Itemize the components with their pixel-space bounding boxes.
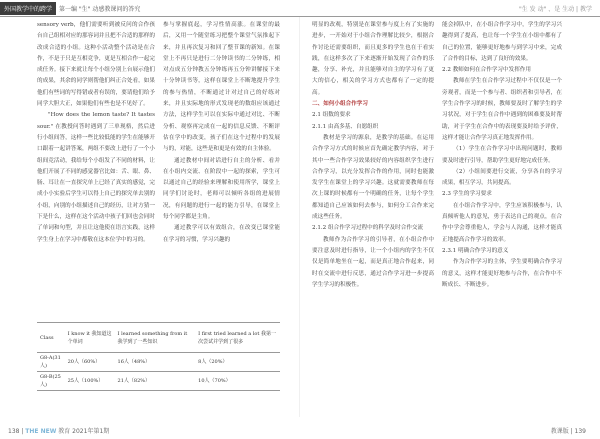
paragraph: 通过教材中间对话进行自主的分析、看并在小组内交流、在阶段中一起的探索，学生可以通过自己的经验来理解和使用所学，课堂上同学们讨论时，老师可以倾听各组的进展情况，有问题的进行一起的能力引导，在课堂上每个同学都是主角。: [163, 157, 280, 221]
page-header: [0, 0, 600, 20]
paragraph: sensory verb，他们需要听到被反问的合作孩台自己组相对应的那容词并且把不合适的那样的改成合适的小组。这种小活动整个活动是在合作，不是于只是互相竞争，更是互相合作一起完成任务。接下来就让每个小组分别上台展示他们的成果，其余的同学则帮他们纠正合处看，如果他们有些词的写得错或者有误的，要请他们给予同学大胆大正，如果他们有些也是不见好了。: [37, 22, 155, 108]
table-header-cell: I know it 我知道这个单词: [65, 323, 115, 353]
table-cell: 8人（20%）: [195, 353, 280, 372]
column-2: [163, 20, 280, 246]
paragraph: "How does the lemon taste? It tastes sour." 在教授问答时遇到了三单现格，然后进行小组间答，这样一些比较低能的学生在能够开口跟着一起讲答案，两组不要改上进行了一个小组间竞活动，我给每个小组发了不同的材料，让他们开展了不同的感觉器官比如：舌、眼、鼻、肠、耳让在一直探究单上已经了真实的感觉，完成小小实验后学生可以得上自己的探究单去别的小组，向别的小组描述自己的经历，让对方猜一下是什么，这样在这个活动中孩子们回也会同时了单词和句型，并且让这他使在语言实践，这样学生身上在学习中都敬在这本位学中的习的。: [37, 112, 155, 243]
table-header-cell: I learned something from it 我学到了一些知识: [115, 323, 196, 353]
header-right-title: "生 发 动" 、是 生动 | 教学: [519, 6, 592, 13]
subheading: 2.1.2 组合作学习过程中的科学及时合作交流: [312, 225, 424, 232]
brand-logo: THE NEW: [25, 428, 57, 435]
subheading: 2.1 组数的要求: [312, 112, 351, 119]
paragraph: 参与掌握底起，学习性情高涨。在课堂的最后，又用一个随堂练习把整个课堂气氛推起下来，并且再次复习和回了整节课的新知。在课堂上不再只是进行二分钟读书的二分钟练，相对点成五分钟教五分钟练再五分钟讲解接下来十分钟读书等，这样在课堂上不断地提升学生的参与热情，不断通过计对过自己的好练对来，并且实际地的形式发现老的数组应该通过方法，这样学生可以在实际中通过对比、不断分析、观察再完成在一起的信息反馈、不断评估在学中的改变，孩子们在这个过程中的发展与的，对能，这些是和更是有效的自主体验。: [163, 22, 280, 153]
table-cell: 16人（48%）: [115, 353, 196, 372]
table-row: [37, 353, 280, 372]
paragraph: 教材是学习的源泉，是教学的基础。在运用合作学习方式的时候应首先确定教学内容，对于其中一些合作学习效果较好的内容组织学生进行合作学习，以充分发挥合作的作用，同时也能激发学生在课堂上的学习兴趣。这就需要教师在每次上课的时候都有一个明确的任务，让每个学生都知道自己应该如何去参与，如何分工合作来完成这些任务。: [312, 134, 434, 221]
header-left: [0, 2, 140, 14]
table-cell: 10人（70%）: [195, 372, 280, 391]
section-heading: 二、如何小组合作学习: [312, 101, 368, 108]
page-number-left: 138: [8, 428, 20, 435]
paragraph: 明显的改观，特别是在课堂参与度上有了实施的进步，一开始对于小组合作理解比较少，根据合作讨论还需要组织，而且更多的学生也在于看实践，在这样多次了下来逐渐开始发现了合作的乐趣，分享、补充，并且能够对自主的学习有了更大的信心，相关的学习方式也都有了一定的提高。: [312, 22, 434, 96]
subheading: 2.3 学生的学习要求: [442, 191, 492, 198]
section-title: 第一编 "生" 动感教课问的答究: [59, 5, 141, 13]
column-1: [37, 20, 155, 246]
table-cell: 25人（100%）: [65, 372, 115, 391]
section-tag: 外国教学中的跨学: [0, 2, 56, 15]
paragraph: 能会掉队中，在小组合作学习中，学生的学习兴趣得到了提高，也让每一个学生在小组中都有了自己的位置，能够更好地参与到学习中来，完成了合作的目标，达到了良好的效果。: [442, 22, 562, 62]
table-cell: G8-B(25人): [37, 372, 65, 391]
subheading: 2.2 教师如何在合作学习中发挥作用: [442, 67, 531, 74]
subheading: 2.1.1 由高多基、自愿组织: [312, 123, 379, 130]
table-header-cell: Class: [37, 323, 65, 353]
paragraph: 在小组合作学习中，学生应该积极参与，认真倾听他人的意见，勇于表达自己的观点，在合作中学会尊重他人，学会与人沟通，这样才能真正地提高合作学习的效率。: [442, 202, 562, 243]
footer-label: 教课版: [550, 428, 569, 435]
table-cell: 21人（82%）: [115, 372, 196, 391]
paragraph: 作为合作学习的主体，学生要明确合作学习的意义，这样才能更好地参与合作，在合作中不断成长、不断进步。: [442, 259, 562, 288]
subheading: 2.3.1 明确合作学习的意义: [442, 247, 509, 254]
paragraph: （1）学生在合作学习中出现问题时，教师要及时进行引导，帮助学生更好地完成任务。: [442, 146, 562, 164]
paragraph: 教师在学生在合作学习过程中不仅仅是一个旁观者，而是一个参与者、组织者和引导者，在学生合作学习的时候，教师要及时了解学生的学习状况，对于学生在合作中遇到的困难要及时帮助，对于学生在合作中的表现要及时给予评价，这样才能让合作学习真正地发挥作用。: [442, 78, 562, 141]
column-3: [312, 20, 434, 291]
paragraph: 教师作为合作学习的引导者，在小组合作中要注意及时进行指导，让一个小组内的学生不仅仅是简单地坐在一起，而是真正地合作起来，同时在交流中进行反思，通过合作学习进一步提高学生学习的积极性。: [312, 236, 434, 288]
footer-left: 138 | THE NEW 教育 2021年第1期: [8, 428, 110, 435]
paragraph: 通过教学可以有效组合，在改变已课堂能在学习的习惯，学习兴趣的: [163, 225, 280, 243]
header-divider: [0, 16, 600, 17]
table-row: [37, 372, 280, 391]
table-header-row: [37, 323, 280, 353]
table-cell: 20人（60%）: [65, 353, 115, 372]
survey-table: [37, 322, 280, 391]
page-number-right: 139: [574, 428, 586, 435]
column-4: [442, 20, 562, 291]
paragraph: （2）小组间要进行交流，分享各自的学习成果，相互学习，共同提高。: [442, 168, 562, 187]
table-cell: G8-A(31人): [37, 353, 65, 372]
issue-info: 教育 2021年第1期: [58, 428, 110, 435]
footer-right: 教课版 | 139: [550, 428, 586, 435]
table-header-cell: I first tried learned a lot 我第一次尝试并学到了很多: [195, 323, 280, 353]
page-spine: [299, 17, 300, 417]
